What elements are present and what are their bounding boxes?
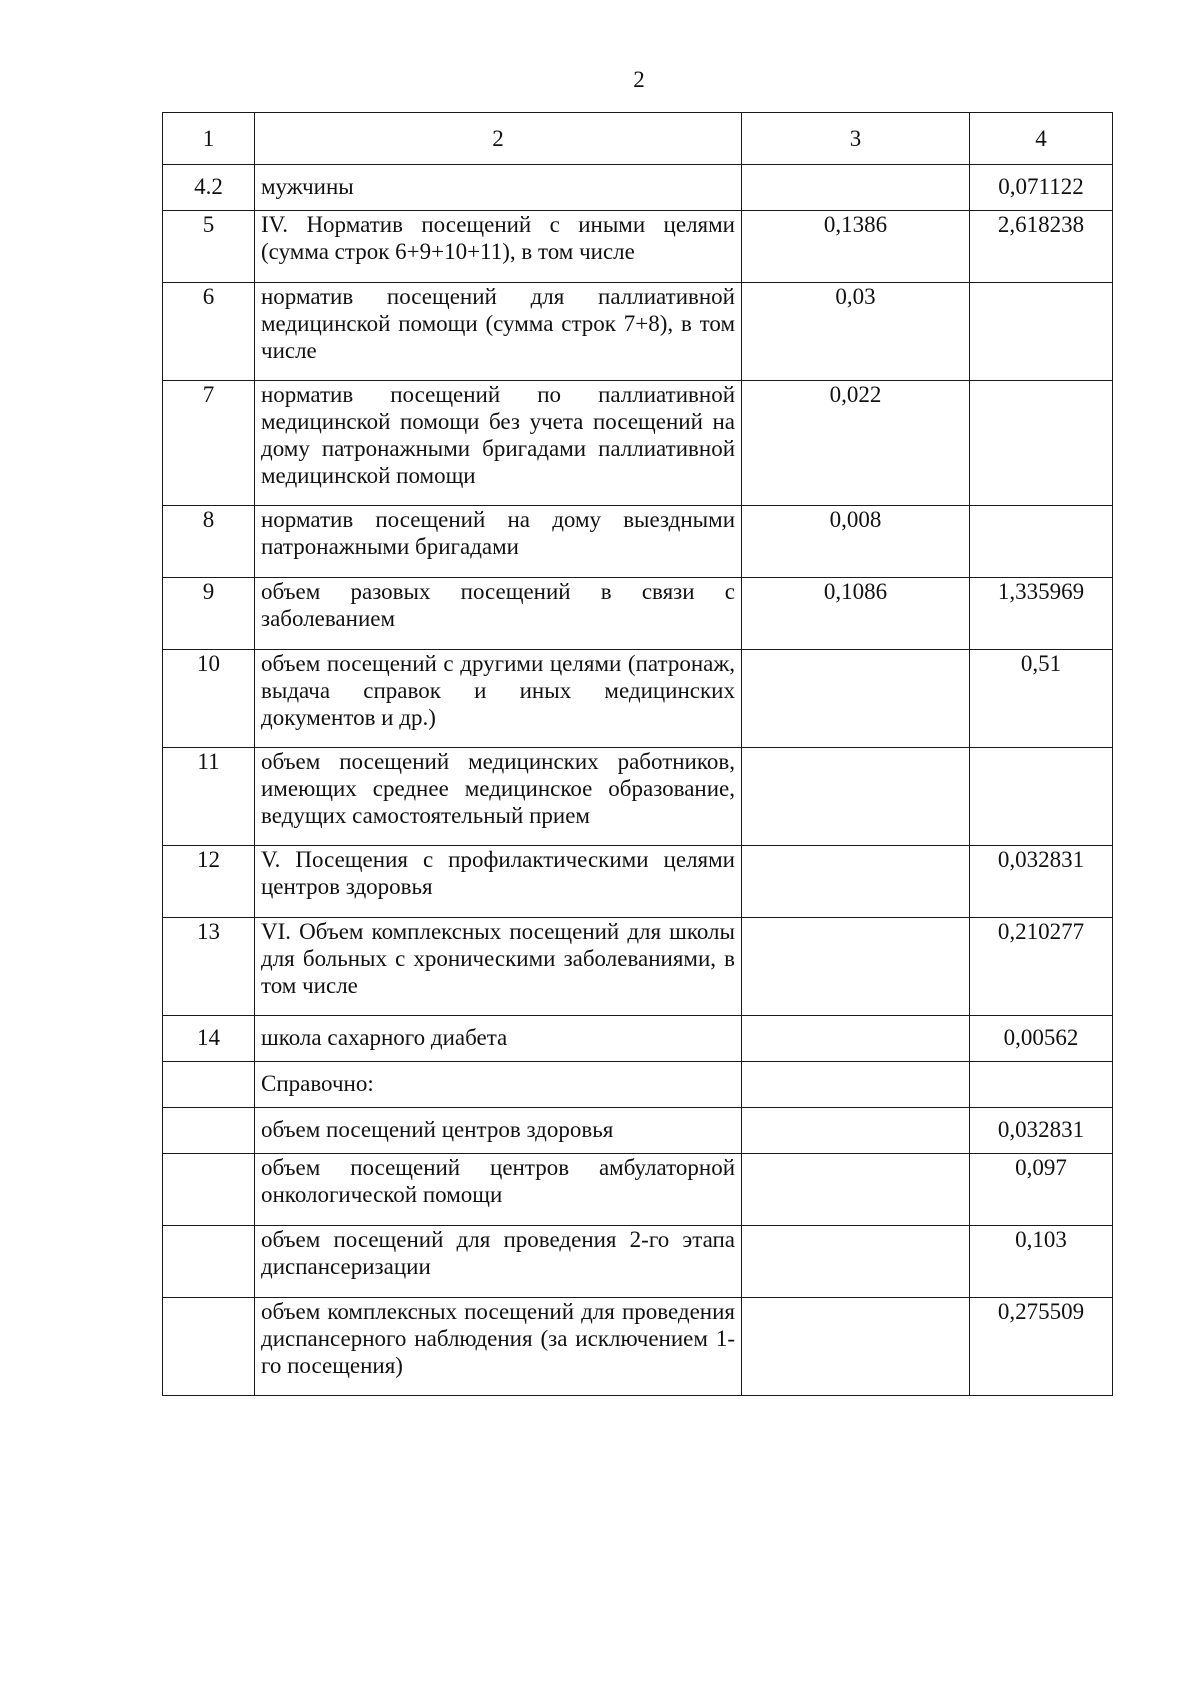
- row-value-col3: 0,1086: [742, 578, 970, 650]
- row-description: объем посещений медицинских работников, имеющих среднее медицинское образование, ведущих самостоятельный прием: [255, 748, 742, 846]
- table-row: [163, 1154, 1113, 1226]
- table-header-row: [163, 113, 1113, 165]
- row-description: объем посещений центров амбулаторной онкологической помощи: [255, 1154, 742, 1226]
- row-value-col3: [742, 165, 970, 211]
- row-number: 7: [163, 381, 255, 506]
- table-row: [163, 748, 1113, 846]
- row-number: [163, 1108, 255, 1154]
- row-value-col4: 2,618238: [970, 211, 1113, 283]
- row-description: Справочно:: [255, 1062, 742, 1108]
- row-value-col3: [742, 1154, 970, 1226]
- row-number: 13: [163, 918, 255, 1016]
- row-description: IV. Норматив посещений с иными целями (сумма строк 6+9+10+11), в том числе: [255, 211, 742, 283]
- row-value-col4: 1,335969: [970, 578, 1113, 650]
- row-value-col4: 0,071122: [970, 165, 1113, 211]
- row-value-col3: [742, 1298, 970, 1396]
- table-row: [163, 211, 1113, 283]
- row-value-col3: 0,1386: [742, 211, 970, 283]
- row-value-col3: 0,008: [742, 506, 970, 578]
- row-number: 11: [163, 748, 255, 846]
- row-value-col4: [970, 748, 1113, 846]
- row-description: объем посещений с другими целями (патронаж, выдача справок и иных медицинских документов и др.): [255, 650, 742, 748]
- table-row: [163, 381, 1113, 506]
- header-cell-4: 4: [970, 113, 1113, 165]
- row-value-col4: [970, 506, 1113, 578]
- row-value-col4: [970, 1062, 1113, 1108]
- table-row: [163, 1226, 1113, 1298]
- row-value-col3: [742, 846, 970, 918]
- row-value-col3: [742, 1016, 970, 1062]
- row-value-col3: [742, 1062, 970, 1108]
- row-value-col3: [742, 748, 970, 846]
- table-row: [163, 918, 1113, 1016]
- row-number: 9: [163, 578, 255, 650]
- row-description: норматив посещений на дому выездными патронажными бригадами: [255, 506, 742, 578]
- table-row: [163, 1108, 1113, 1154]
- row-description: V. Посещения с профилактическими целями центров здоровья: [255, 846, 742, 918]
- row-number: 12: [163, 846, 255, 918]
- row-number: [163, 1062, 255, 1108]
- row-value-col4: 0,103: [970, 1226, 1113, 1298]
- row-value-col4: [970, 381, 1113, 506]
- table-row: [163, 846, 1113, 918]
- row-value-col4: 0,210277: [970, 918, 1113, 1016]
- row-number: [163, 1226, 255, 1298]
- table-row: [163, 1062, 1113, 1108]
- row-value-col4: 0,032831: [970, 846, 1113, 918]
- row-value-col4: 0,032831: [970, 1108, 1113, 1154]
- header-cell-3: 3: [742, 113, 970, 165]
- table-row: [163, 506, 1113, 578]
- row-number: 8: [163, 506, 255, 578]
- row-number: [163, 1298, 255, 1396]
- row-value-col4: [970, 283, 1113, 381]
- row-description: норматив посещений по паллиативной медицинской помощи без учета посещений на дому патронажными бригадами паллиативной медицинской помощи: [255, 381, 742, 506]
- row-number: 4.2: [163, 165, 255, 211]
- row-value-col4: 0,51: [970, 650, 1113, 748]
- row-description: мужчины: [255, 165, 742, 211]
- page-number: 2: [633, 67, 645, 92]
- row-value-col4: 0,00562: [970, 1016, 1113, 1062]
- row-description: VI. Объем комплексных посещений для школы для больных с хроническими заболеваниями, в том числе: [255, 918, 742, 1016]
- table-row: [163, 165, 1113, 211]
- row-value-col4: 0,275509: [970, 1298, 1113, 1396]
- row-value-col3: 0,03: [742, 283, 970, 381]
- row-description: объем посещений для проведения 2-го этапа диспансеризации: [255, 1226, 742, 1298]
- row-number: 6: [163, 283, 255, 381]
- row-number: 5: [163, 211, 255, 283]
- row-value-col3: [742, 1226, 970, 1298]
- row-description: объем разовых посещений в связи с заболеванием: [255, 578, 742, 650]
- row-number: 14: [163, 1016, 255, 1062]
- row-description: норматив посещений для паллиативной медицинской помощи (сумма строк 7+8), в том числе: [255, 283, 742, 381]
- header-cell-1: 1: [163, 113, 255, 165]
- data-table: [162, 112, 1113, 1396]
- table-row: [163, 1016, 1113, 1062]
- row-number: 10: [163, 650, 255, 748]
- table-row: [163, 283, 1113, 381]
- table-row: [163, 1298, 1113, 1396]
- row-description: объем комплексных посещений для проведения диспансерного наблюдения (за исключением 1-го посещения): [255, 1298, 742, 1396]
- row-description: школа сахарного диабета: [255, 1016, 742, 1062]
- row-value-col4: 0,097: [970, 1154, 1113, 1226]
- row-description: объем посещений центров здоровья: [255, 1108, 742, 1154]
- row-value-col3: [742, 650, 970, 748]
- header-cell-2: 2: [255, 113, 742, 165]
- table-row: [163, 650, 1113, 748]
- table-row: [163, 578, 1113, 650]
- row-number: [163, 1154, 255, 1226]
- row-value-col3: [742, 918, 970, 1016]
- row-value-col3: [742, 1108, 970, 1154]
- row-value-col3: 0,022: [742, 381, 970, 506]
